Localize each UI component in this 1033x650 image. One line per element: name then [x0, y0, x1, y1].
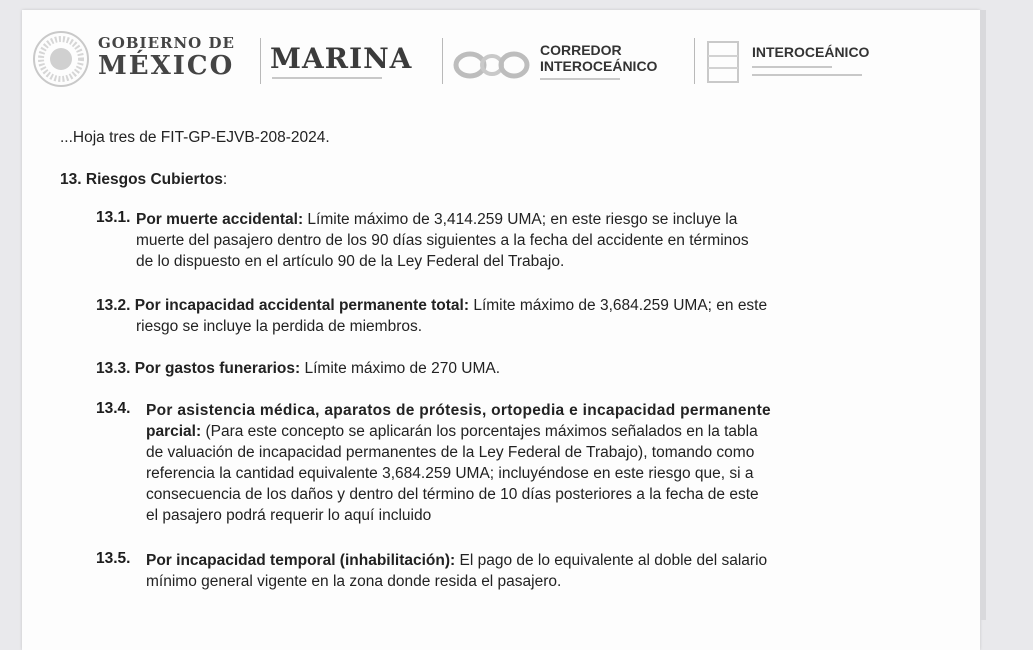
item-title: Por muerte accidental: — [136, 211, 304, 228]
interoceanico-subtitle-bar — [752, 74, 862, 76]
item-title: parcial: — [146, 423, 202, 440]
corredor-logo-icon — [452, 50, 532, 80]
list-item — [146, 550, 767, 571]
marina-logo: MARINA — [270, 42, 413, 75]
item-number: 13.3. — [96, 360, 131, 377]
logo-divider — [442, 38, 443, 84]
item-line: el pasajero podrá requerir lo aquí incluido — [146, 507, 432, 524]
list-item — [96, 295, 767, 316]
gobierno-line1: GOBIERNO DE — [98, 34, 235, 52]
section-number: 13. — [60, 171, 82, 188]
corredor-line2: INTEROCEÁNICO — [540, 58, 658, 74]
gobierno-mexico-logo — [98, 34, 235, 80]
item-line: Límite máximo de 270 UMA. — [300, 360, 501, 377]
item-number: 13.5. — [96, 550, 131, 567]
item-line: consecuencia de los daños y dentro del término de 10 días posteriores a la fecha de este — [146, 486, 759, 503]
list-item — [96, 358, 500, 379]
item-title: Por asistencia médica, aparatos de prótesis, ortopedia e incapacidad permanente — [146, 402, 771, 419]
item-line: Límite máximo de 3,684.259 UMA; en este — [469, 297, 768, 314]
document-reference: ...Hoja tres de FIT-GP-EJVB-208-2024. — [60, 129, 330, 146]
list-item — [136, 209, 737, 230]
item-title: Por gastos funerarios: — [134, 360, 301, 377]
header-logos — [32, 28, 912, 100]
interoceanico-logo-icon — [704, 36, 744, 88]
corredor-logo-text — [540, 42, 657, 74]
scrollbar[interactable] — [980, 10, 986, 620]
corredor-line1: CORREDOR — [540, 42, 622, 58]
gobierno-line2: MÉXICO — [98, 51, 235, 81]
item-number: 13.2. — [96, 297, 131, 314]
national-seal-icon — [32, 30, 90, 88]
item-line: Límite máximo de 3,414.259 UMA; en este riesgo se incluye la — [303, 211, 738, 228]
item-line: muerte del pasajero dentro de los 90 días siguientes a la fecha del accidente en términos — [136, 232, 749, 249]
item-number: 13.4. — [96, 400, 131, 417]
list-item — [146, 421, 758, 442]
marina-subtitle-bar — [272, 77, 382, 79]
logo-divider — [260, 38, 261, 84]
item-line: (Para este concepto se aplicarán los porcentajes máximos señalados en la tabla — [201, 423, 758, 440]
item-line: mínimo general vigente en la zona donde resida el pasajero. — [146, 573, 562, 590]
item-number: 13.1. — [96, 209, 131, 226]
section-colon: : — [222, 171, 228, 188]
corredor-subtitle-bar — [540, 78, 620, 80]
interoceanico-logo-text: INTEROCEÁNICO — [752, 44, 870, 60]
item-line: de valuación de incapacidad permanentes de la Ley Federal de Trabajo), tomando como — [146, 444, 755, 461]
section-heading — [60, 169, 227, 190]
interoceanico-subtitle-bar — [752, 66, 832, 68]
logo-divider — [694, 38, 695, 84]
item-line: de lo dispuesto en el artículo 90 de la Ley Federal del Trabajo. — [136, 253, 565, 270]
item-line: referencia la cantidad equivalente 3,684.259 UMA; incluyéndose en este riesgo que, si a — [146, 465, 754, 482]
item-line: riesgo se incluye la perdida de miembros. — [136, 318, 423, 335]
item-line: El pago de lo equivalente al doble del salario — [455, 552, 768, 569]
section-title: Riesgos Cubiertos — [85, 171, 223, 188]
item-title: Por incapacidad temporal (inhabilitación): — [146, 552, 456, 569]
item-title: Por incapacidad accidental permanente total: — [134, 297, 470, 314]
